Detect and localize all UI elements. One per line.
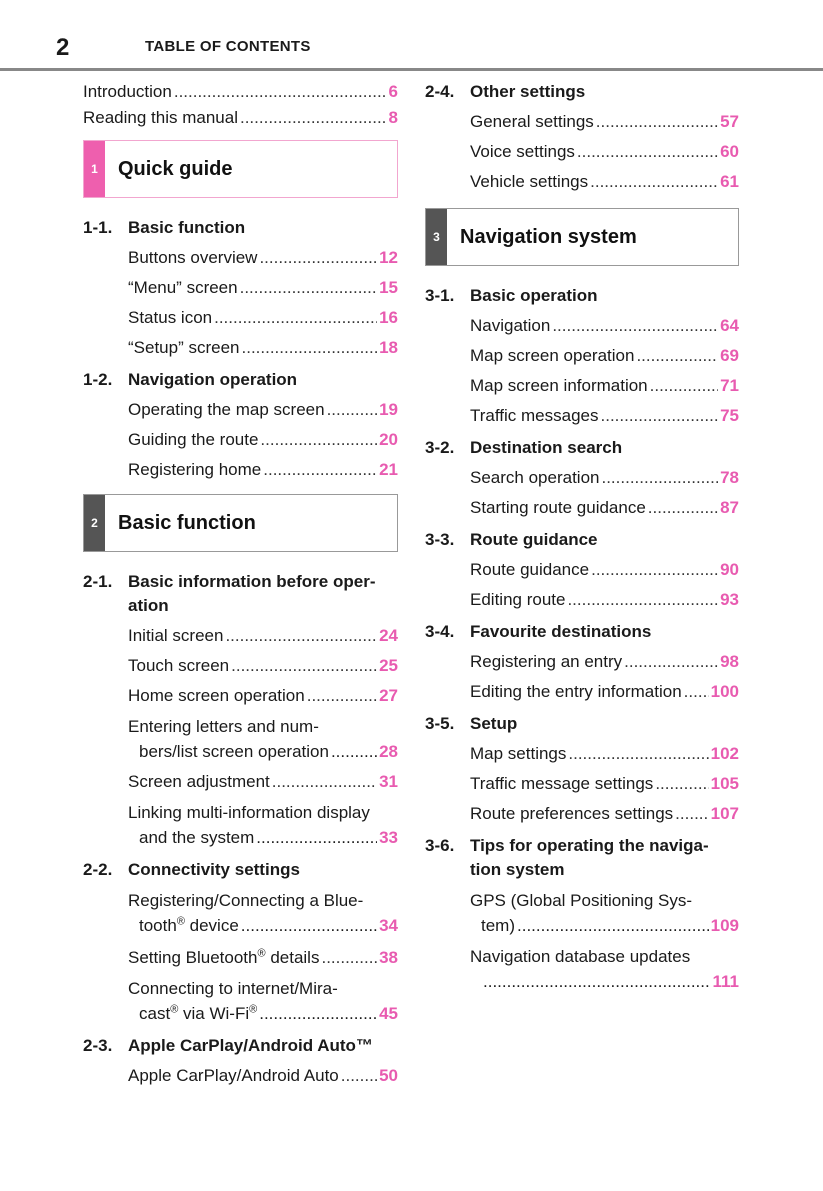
chapter-number-tab: 2 <box>84 495 105 551</box>
toc-entry[interactable]: Setting Bluetooth® details ..... 38 <box>83 946 398 970</box>
toc-entry[interactable]: Vehicle settings ..... 61 <box>425 170 739 194</box>
section-heading: 2-3. Apple CarPlay/Android Auto™ <box>83 1036 373 1055</box>
toc-entry[interactable]: General settings ..... 57 <box>425 110 739 134</box>
toc-entry[interactable]: “Menu” screen ..... 15 <box>83 276 398 300</box>
toc-entry[interactable]: Editing the entry information ..... 100 <box>425 680 739 704</box>
toc-entry[interactable]: Navigation database updates ..... 111 <box>425 944 739 994</box>
header-rule <box>0 68 823 71</box>
toc-entry[interactable]: Home screen operation ..... 27 <box>83 684 398 708</box>
toc-entry[interactable]: Screen adjustment ..... 31 <box>83 770 398 794</box>
section-heading: 3-3. Route guidance <box>425 530 598 549</box>
toc-entry[interactable]: Initial screen ..... 24 <box>83 624 398 648</box>
section-heading: 3-1. Basic operation <box>425 286 598 305</box>
section-heading: 2-2. Connectivity settings <box>83 860 300 879</box>
toc-entry[interactable]: Traffic message settings ..... 105 <box>425 772 739 796</box>
toc-entry[interactable]: Entering letters and num- bers/list screen operation ..... 28 <box>83 714 398 764</box>
toc-entry[interactable]: Route guidance ..... 90 <box>425 558 739 582</box>
chapter-title: Navigation system <box>460 225 637 248</box>
toc-entry[interactable]: Registering home ..... 21 <box>83 458 398 482</box>
toc-entry[interactable]: Voice settings ..... 60 <box>425 140 739 164</box>
toc-entry[interactable]: GPS (Global Positioning Sys- tem) ..... 109 <box>425 888 739 938</box>
toc-entry[interactable]: Traffic messages ..... 75 <box>425 404 739 428</box>
toc-entry[interactable]: Starting route guidance ..... 87 <box>425 496 739 520</box>
chapter-number-tab: 1 <box>84 141 105 197</box>
toc-entry[interactable]: Apple CarPlay/Android Auto ..... 50 <box>83 1064 398 1088</box>
section-heading: 1-2. Navigation operation <box>83 370 298 389</box>
toc-entry[interactable]: Search operation ..... 78 <box>425 466 739 490</box>
toc-entry[interactable]: Introduction ..... 6 <box>83 80 398 104</box>
section-heading: 2-4. Other settings <box>425 82 586 101</box>
toc-entry[interactable]: Reading this manual ..... 8 <box>83 106 398 130</box>
toc-entry[interactable]: Status icon ..... 16 <box>83 306 398 330</box>
toc-entry[interactable]: Map settings ..... 102 <box>425 742 739 766</box>
toc-entry[interactable]: Buttons overview ..... 12 <box>83 246 398 270</box>
toc-entry[interactable]: Editing route ..... 93 <box>425 588 739 612</box>
section-heading: 3-2. Destination search <box>425 438 623 457</box>
section-heading: 3-4. Favourite destinations <box>425 622 652 641</box>
toc-entry[interactable]: Registering/Connecting a Blue- tooth® device ..... 34 <box>83 888 398 938</box>
chapter-title: Basic function <box>118 511 256 534</box>
section-heading: 3-6. Tips for operating the naviga- tion system <box>425 836 709 879</box>
toc-entry[interactable]: “Setup” screen ..... 18 <box>83 336 398 360</box>
toc-entry[interactable]: Operating the map screen ..... 19 <box>83 398 398 422</box>
toc-entry[interactable]: Navigation ..... 64 <box>425 314 739 338</box>
right-column <box>425 80 739 994</box>
chapter-title: Quick guide <box>118 157 233 180</box>
toc-entry[interactable]: Guiding the route ..... 20 <box>83 428 398 452</box>
left-column <box>83 80 398 1088</box>
chapter-3-header <box>425 208 739 266</box>
toc-entry[interactable]: Connecting to internet/Mira- cast® via Wi-Fi® ..... 45 <box>83 976 398 1026</box>
toc-entry[interactable]: Route preferences settings ..... 107 <box>425 802 739 826</box>
chapter-number-tab: 3 <box>426 209 447 265</box>
section-heading: 3-5. Setup <box>425 714 518 733</box>
chapter-1-header <box>83 140 398 198</box>
toc-entry[interactable]: Registering an entry ..... 98 <box>425 650 739 674</box>
page-header-title: TABLE OF CONTENTS <box>145 38 311 55</box>
page-number: 2 <box>56 34 70 61</box>
toc-entry[interactable]: Map screen information ..... 71 <box>425 374 739 398</box>
toc-entry[interactable]: Touch screen ..... 25 <box>83 654 398 678</box>
chapter-2-header <box>83 494 398 552</box>
section-heading: 2-1. Basic information before oper- ation <box>83 572 376 615</box>
toc-entry[interactable]: Linking multi-information display and the system ..... 33 <box>83 800 398 850</box>
toc-entry[interactable]: Map screen operation ..... 69 <box>425 344 739 368</box>
section-heading: 1-1. Basic function <box>83 218 246 237</box>
